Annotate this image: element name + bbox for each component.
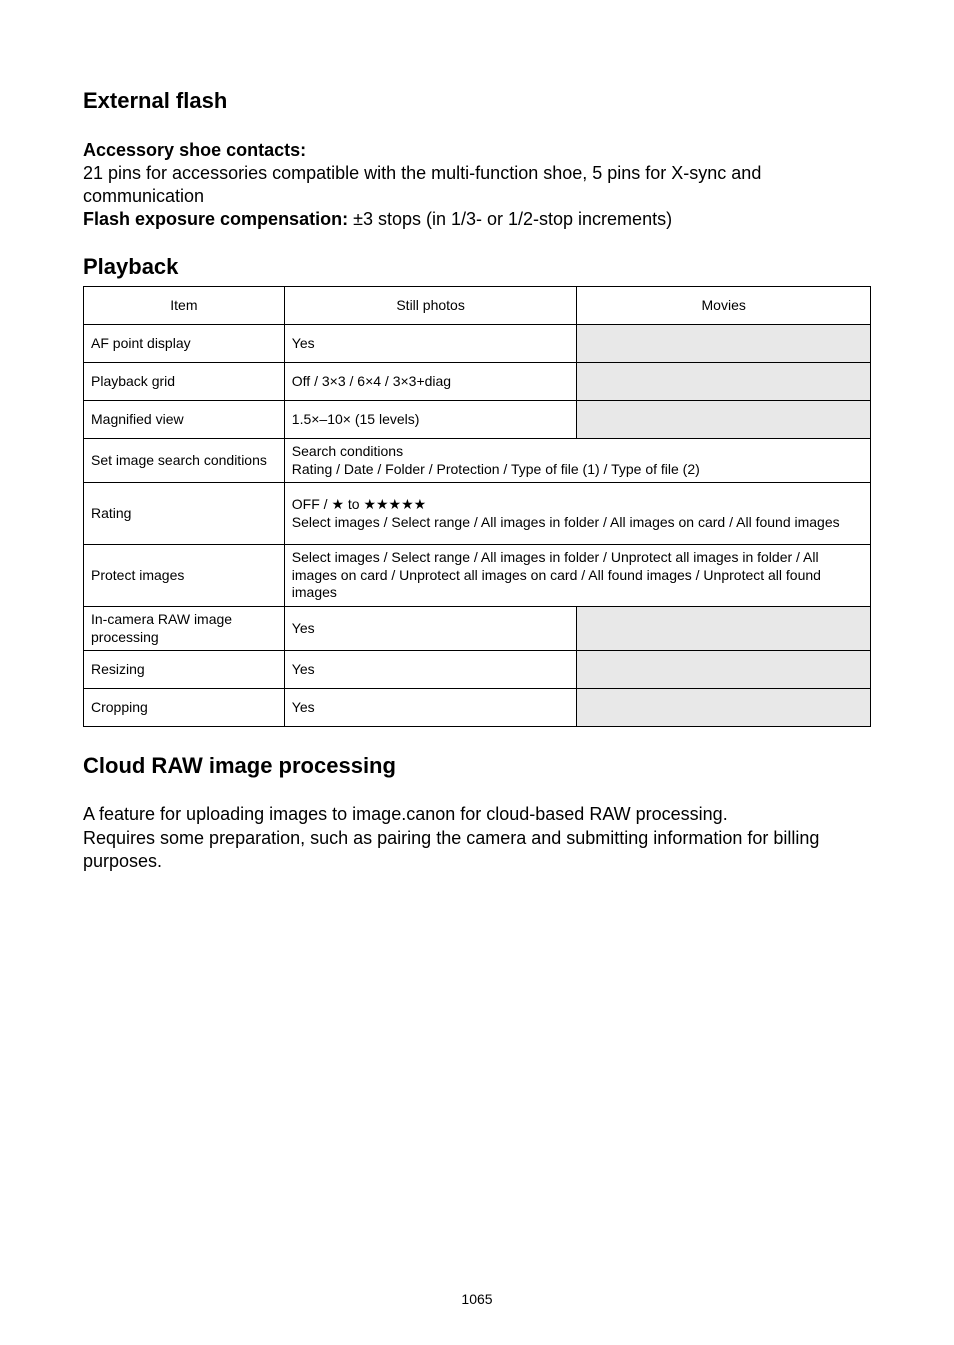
page-number: 1065	[461, 1291, 493, 1307]
cell-still: 1.5×–10× (15 levels)	[284, 401, 577, 439]
table-row	[84, 607, 871, 651]
table-row	[84, 483, 871, 545]
cell-line: OFF / ★ to ★★★★★	[291, 496, 427, 512]
table-row	[84, 325, 871, 363]
cell-still: Yes	[284, 325, 577, 363]
cloud-raw-line-2: Requires some preparation, such as pairing the camera and submitting information for billing purposes.	[83, 827, 820, 871]
cell-line: Search conditions	[291, 443, 404, 459]
cell-still: Yes	[284, 651, 577, 689]
header-item: Item	[84, 287, 285, 325]
cell-item: Protect images	[84, 545, 285, 607]
table-row	[84, 401, 871, 439]
cell-item: In-camera RAW image processing	[84, 607, 285, 651]
header-movies: Movies	[577, 287, 871, 325]
cloud-raw-line-1: A feature for uploading images to image.canon for cloud-based RAW processing.	[83, 804, 728, 824]
shoe-contacts-label: Accessory shoe contacts:	[83, 140, 307, 160]
playback-table	[83, 286, 871, 727]
cell-line: Rating / Date / Folder / Protection / Type of file (1) / Type of file (2)	[291, 460, 700, 477]
cell-item: Magnified view	[84, 401, 285, 439]
cell-movies-empty	[577, 607, 871, 651]
cell-line: Select images / Select range / All images in folder / All images on card / All found images	[291, 513, 840, 530]
section-heading-playback: Playback	[83, 254, 179, 279]
cloud-raw-description	[83, 803, 873, 874]
cell-still: Yes	[284, 689, 577, 727]
cell-merged	[284, 483, 870, 545]
table-row	[84, 439, 871, 483]
cell-still: Off / 3×3 / 6×4 / 3×3+diag	[284, 363, 577, 401]
table-row	[84, 363, 871, 401]
flash-exposure-compensation	[83, 208, 871, 231]
table-header-row	[84, 287, 871, 325]
cell-still: Yes	[284, 607, 577, 651]
cell-item: AF point display	[84, 325, 285, 363]
cell-item: Cropping	[84, 689, 285, 727]
cell-item: Rating	[84, 483, 285, 545]
cell-item: Playback grid	[84, 363, 285, 401]
cell-movies-empty	[577, 689, 871, 727]
cell-item: Resizing	[84, 651, 285, 689]
cell-movies-empty	[577, 401, 871, 439]
table-row	[84, 545, 871, 607]
cell-movies-empty	[577, 651, 871, 689]
shoe-contacts-text: 21 pins for accessories compatible with the multi-function shoe, 5 pins for X-sync and communication	[83, 163, 762, 206]
section-heading-cloud-raw: Cloud RAW image processing	[83, 753, 396, 778]
fec-text: ±3 stops (in 1/3- or 1/2-stop increments)	[348, 209, 673, 229]
cell-merged: Select images / Select range / All images in folder / Unprotect all images in folder / All images on card / Unprotect all images on card / All found images / Unprotect all found images	[284, 545, 870, 607]
cell-movies-empty	[577, 363, 871, 401]
cell-movies-empty	[577, 325, 871, 363]
cell-item: Set image search conditions	[84, 439, 285, 483]
section-heading-external-flash: External flash	[83, 88, 228, 113]
header-still-photos: Still photos	[284, 287, 577, 325]
table-row	[84, 651, 871, 689]
fec-label: Flash exposure compensation:	[83, 209, 349, 229]
external-flash-specs	[83, 139, 871, 231]
cell-merged	[284, 439, 870, 483]
table-row	[84, 689, 871, 727]
